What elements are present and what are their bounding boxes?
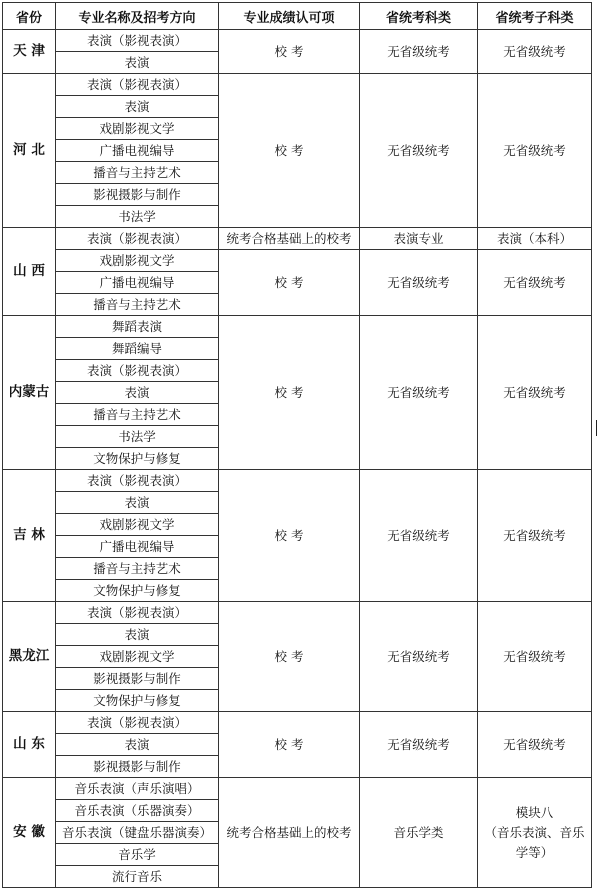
major-cell: 表演	[56, 52, 219, 74]
major-cell: 舞蹈表演	[56, 316, 219, 338]
major-cell: 表演（影视表演）	[56, 712, 219, 734]
major-cell: 戏剧影视文学	[56, 646, 219, 668]
major-cell: 播音与主持艺术	[56, 404, 219, 426]
table-header	[3, 3, 592, 30]
major-cell: 播音与主持艺术	[56, 294, 219, 316]
recognition-cell: 统考合格基础上的校考	[219, 228, 360, 250]
major-cell: 书法学	[56, 426, 219, 448]
province-cell: 河 北	[3, 74, 56, 228]
table-row	[3, 228, 592, 250]
subcategory-cell: 无省级统考	[478, 712, 592, 778]
province-cell: 山 东	[3, 712, 56, 778]
subcategory-cell: 无省级统考	[478, 316, 592, 470]
major-cell: 音乐学	[56, 844, 219, 866]
province-cell: 黑龙江	[3, 602, 56, 712]
major-cell: 播音与主持艺术	[56, 558, 219, 580]
header-subcategory: 省统考子科类	[478, 3, 592, 30]
table-row	[3, 778, 592, 800]
admission-table	[2, 2, 592, 888]
subcategory-cell: 模块八 （音乐表演、音乐学等）	[478, 778, 592, 888]
text-cursor	[596, 420, 597, 436]
major-cell: 流行音乐	[56, 866, 219, 888]
major-cell: 书法学	[56, 206, 219, 228]
table-row	[3, 712, 592, 734]
major-cell: 文物保护与修复	[56, 690, 219, 712]
province-cell: 天 津	[3, 30, 56, 74]
major-cell: 文物保护与修复	[56, 448, 219, 470]
category-cell: 无省级统考	[360, 602, 478, 712]
major-cell: 广播电视编导	[56, 536, 219, 558]
category-cell: 无省级统考	[360, 74, 478, 228]
category-cell: 无省级统考	[360, 712, 478, 778]
province-cell: 吉 林	[3, 470, 56, 602]
major-cell: 表演（影视表演）	[56, 228, 219, 250]
category-cell: 无省级统考	[360, 250, 478, 316]
major-cell: 表演	[56, 96, 219, 118]
category-cell: 无省级统考	[360, 470, 478, 602]
recognition-cell: 校 考	[219, 74, 360, 228]
major-cell: 戏剧影视文学	[56, 250, 219, 272]
major-cell: 表演	[56, 624, 219, 646]
major-cell: 表演（影视表演）	[56, 30, 219, 52]
header-category: 省统考科类	[360, 3, 478, 30]
subcategory-cell: 无省级统考	[478, 30, 592, 74]
subcategory-cell: 表演（本科）	[478, 228, 592, 250]
table-row	[3, 250, 592, 272]
major-cell: 表演（影视表演）	[56, 74, 219, 96]
major-cell: 影视摄影与制作	[56, 756, 219, 778]
header-row	[3, 3, 592, 30]
header-province: 省份	[3, 3, 56, 30]
major-cell: 表演	[56, 734, 219, 756]
major-cell: 音乐表演（乐器演奏）	[56, 800, 219, 822]
recognition-cell: 校 考	[219, 470, 360, 602]
province-cell: 内蒙古	[3, 316, 56, 470]
major-cell: 表演	[56, 492, 219, 514]
recognition-cell: 校 考	[219, 250, 360, 316]
header-recognition: 专业成绩认可项	[219, 3, 360, 30]
major-cell: 表演（影视表演）	[56, 470, 219, 492]
major-cell: 表演	[56, 382, 219, 404]
province-cell: 山 西	[3, 228, 56, 316]
subcategory-cell: 无省级统考	[478, 470, 592, 602]
recognition-cell: 统考合格基础上的校考	[219, 778, 360, 888]
subcategory-cell: 无省级统考	[478, 602, 592, 712]
category-cell: 音乐学类	[360, 778, 478, 888]
category-cell: 无省级统考	[360, 316, 478, 470]
subcategory-cell: 无省级统考	[478, 250, 592, 316]
table-row	[3, 74, 592, 96]
category-cell: 无省级统考	[360, 30, 478, 74]
province-cell: 安 徽	[3, 778, 56, 888]
major-cell: 戏剧影视文学	[56, 514, 219, 536]
category-cell: 表演专业	[360, 228, 478, 250]
recognition-cell: 校 考	[219, 712, 360, 778]
table-row	[3, 470, 592, 492]
major-cell: 文物保护与修复	[56, 580, 219, 602]
major-cell: 音乐表演（声乐演唱）	[56, 778, 219, 800]
major-cell: 表演（影视表演）	[56, 360, 219, 382]
major-cell: 广播电视编导	[56, 140, 219, 162]
recognition-cell: 校 考	[219, 30, 360, 74]
major-cell: 广播电视编导	[56, 272, 219, 294]
major-cell: 播音与主持艺术	[56, 162, 219, 184]
header-major: 专业名称及招考方向	[56, 3, 219, 30]
table-row	[3, 316, 592, 338]
table-row	[3, 30, 592, 52]
major-cell: 舞蹈编导	[56, 338, 219, 360]
major-cell: 影视摄影与制作	[56, 668, 219, 690]
major-cell: 戏剧影视文学	[56, 118, 219, 140]
table-body	[3, 30, 592, 888]
major-cell: 表演（影视表演）	[56, 602, 219, 624]
recognition-cell: 校 考	[219, 316, 360, 470]
recognition-cell: 校 考	[219, 602, 360, 712]
subcategory-cell: 无省级统考	[478, 74, 592, 228]
table-row	[3, 602, 592, 624]
major-cell: 音乐表演（键盘乐器演奏）	[56, 822, 219, 844]
major-cell: 影视摄影与制作	[56, 184, 219, 206]
